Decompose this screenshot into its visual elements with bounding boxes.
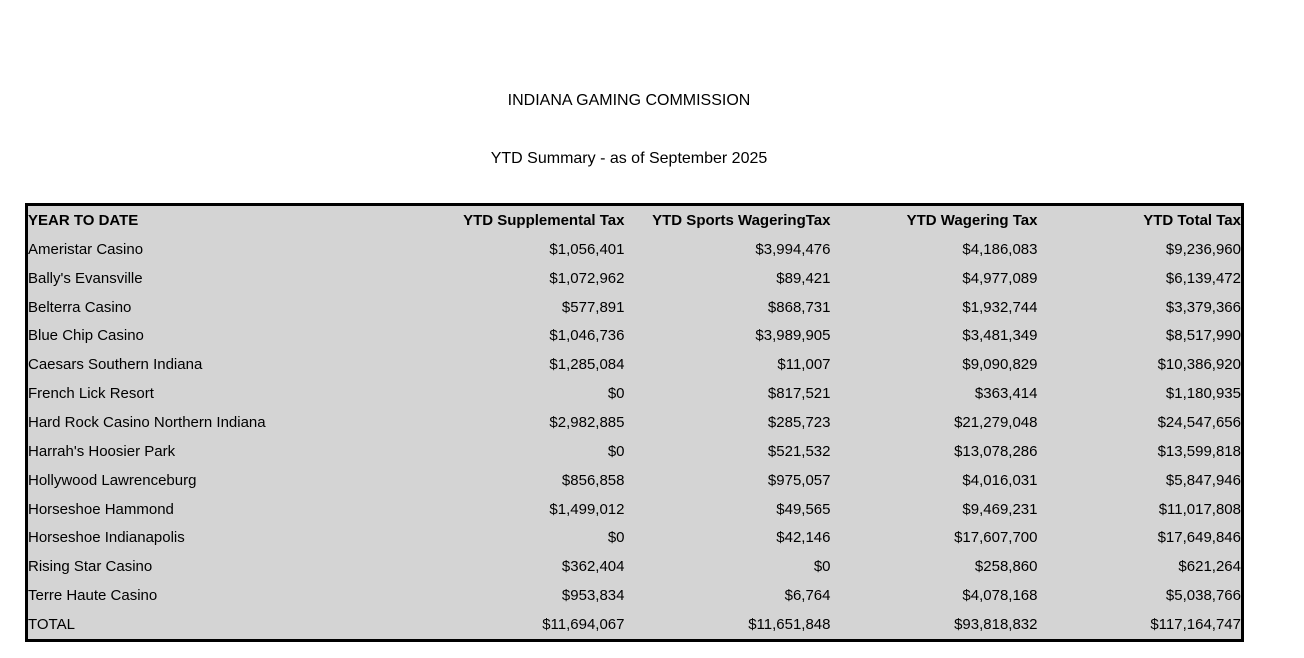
table-row	[27, 293, 1243, 322]
supplemental-tax-cell: $1,285,084	[549, 356, 625, 374]
supplemental-tax-cell: $2,982,885	[549, 413, 625, 431]
total-tax-cell: $10,386,920	[1157, 356, 1241, 374]
column-header-year-to-date: YEAR TO DATE	[28, 211, 139, 229]
total-tax-cell: $24,547,656	[1157, 413, 1241, 431]
supplemental-tax-cell: $953,834	[561, 587, 625, 605]
total-tax-cell: $5,847,946	[1165, 471, 1241, 489]
casino-name-cell: Horseshoe Hammond	[28, 500, 174, 518]
table-row	[27, 581, 1243, 610]
wagering-tax-cell: $21,279,048	[954, 413, 1038, 431]
sports-wagering-tax-cell: $11,007	[777, 356, 831, 374]
report-title: INDIANA GAMING COMMISSION	[507, 92, 751, 109]
supplemental-tax-cell: $856,858	[561, 471, 625, 489]
supplemental-tax-cell: $1,072,962	[549, 269, 625, 287]
total-tax-cell: $3,379,366	[1165, 298, 1241, 316]
table-row	[27, 235, 1243, 264]
casino-name-cell: Hollywood Lawrenceburg	[28, 471, 197, 489]
casino-name-cell: Terre Haute Casino	[28, 587, 158, 605]
supplemental-tax-cell: $1,056,401	[549, 240, 625, 258]
total-tax-cell: $11,017,808	[1158, 500, 1241, 518]
sports-wagering-tax-cell: $6,764	[784, 587, 831, 605]
casino-name-cell: Rising Star Casino	[28, 558, 153, 576]
table-row	[27, 350, 1243, 379]
total-tax-cell: $17,649,846	[1157, 529, 1241, 547]
supplemental-tax-cell: $1,499,012	[549, 500, 625, 518]
report-subtitle: YTD Summary - as of September 2025	[490, 150, 768, 167]
ytd-summary-table-container	[25, 203, 1244, 642]
total-tax-cell: $5,038,766	[1165, 587, 1241, 605]
wagering-tax-total-cell: $93,818,832	[954, 615, 1038, 633]
table-row	[27, 466, 1243, 495]
sports-wagering-tax-cell: $285,723	[767, 413, 831, 431]
column-header-total-tax: YTD Total Tax	[1143, 211, 1241, 229]
ytd-summary-table	[25, 203, 1244, 642]
table-row	[27, 523, 1243, 552]
casino-name-cell: French Lick Resort	[28, 385, 154, 403]
header-row	[27, 205, 1243, 235]
table-row	[27, 437, 1243, 466]
sports-wagering-tax-total-cell: $11,651,848	[748, 615, 831, 633]
supplemental-tax-total-cell: $11,694,067	[542, 615, 625, 633]
supplemental-tax-cell: $0	[607, 442, 625, 460]
casino-name-cell: Bally's Evansville	[28, 269, 143, 287]
casino-name-cell: Belterra Casino	[28, 298, 132, 316]
wagering-tax-cell: $258,860	[974, 558, 1038, 576]
total-tax-cell: $6,139,472	[1165, 269, 1241, 287]
table-row	[27, 264, 1243, 293]
sports-wagering-tax-cell: $868,731	[767, 298, 831, 316]
wagering-tax-cell: $1,932,744	[962, 298, 1038, 316]
total-label-cell: TOTAL	[28, 615, 75, 633]
total-tax-cell: $8,517,990	[1165, 327, 1241, 345]
wagering-tax-cell: $4,078,168	[962, 587, 1038, 605]
total-tax-cell: $13,599,818	[1157, 442, 1241, 460]
table-row	[27, 408, 1243, 437]
sports-wagering-tax-cell: $975,057	[767, 471, 831, 489]
supplemental-tax-cell: $577,891	[561, 298, 625, 316]
casino-name-cell: Horseshoe Indianapolis	[28, 529, 185, 547]
casino-name-cell: Caesars Southern Indiana	[28, 356, 203, 374]
table-row	[27, 379, 1243, 408]
wagering-tax-cell: $4,186,083	[962, 240, 1038, 258]
wagering-tax-cell: $9,469,231	[962, 500, 1038, 518]
table-row	[27, 552, 1243, 581]
supplemental-tax-cell: $362,404	[561, 558, 625, 576]
wagering-tax-cell: $17,607,700	[954, 529, 1038, 547]
column-header-wagering-tax: YTD Wagering Tax	[906, 211, 1038, 229]
sports-wagering-tax-cell: $0	[813, 558, 831, 576]
sports-wagering-tax-cell: $42,146	[776, 529, 831, 547]
wagering-tax-cell: $363,414	[974, 385, 1038, 403]
total-tax-cell: $9,236,960	[1165, 240, 1241, 258]
sports-wagering-tax-cell: $521,532	[767, 442, 831, 460]
wagering-tax-cell: $9,090,829	[962, 356, 1038, 374]
table-row	[27, 495, 1243, 524]
casino-name-cell: Blue Chip Casino	[28, 327, 144, 345]
sports-wagering-tax-cell: $89,421	[776, 269, 831, 287]
total-tax-cell: $1,180,935	[1165, 385, 1241, 403]
casino-name-cell: Harrah's Hoosier Park	[28, 442, 176, 460]
total-row	[27, 610, 1243, 640]
total-tax-cell: $621,264	[1178, 558, 1241, 576]
casino-name-cell: Hard Rock Casino Northern Indiana	[28, 413, 266, 431]
wagering-tax-cell: $4,016,031	[962, 471, 1038, 489]
supplemental-tax-cell: $0	[607, 529, 625, 547]
sports-wagering-tax-cell: $817,521	[767, 385, 831, 403]
sports-wagering-tax-cell: $3,994,476	[755, 240, 831, 258]
sports-wagering-tax-cell: $3,989,905	[755, 327, 831, 345]
column-header-sports-wagering-tax: YTD Sports WageringTax	[652, 211, 831, 229]
total-tax-total-cell: $117,164,747	[1150, 615, 1241, 633]
column-header-supplemental-tax: YTD Supplemental Tax	[463, 211, 625, 229]
sports-wagering-tax-cell: $49,565	[776, 500, 831, 518]
wagering-tax-cell: $4,977,089	[962, 269, 1038, 287]
supplemental-tax-cell: $0	[607, 385, 625, 403]
wagering-tax-cell: $3,481,349	[962, 327, 1038, 345]
table-row	[27, 321, 1243, 350]
wagering-tax-cell: $13,078,286	[954, 442, 1038, 460]
supplemental-tax-cell: $1,046,736	[549, 327, 625, 345]
casino-name-cell: Ameristar Casino	[28, 240, 144, 258]
